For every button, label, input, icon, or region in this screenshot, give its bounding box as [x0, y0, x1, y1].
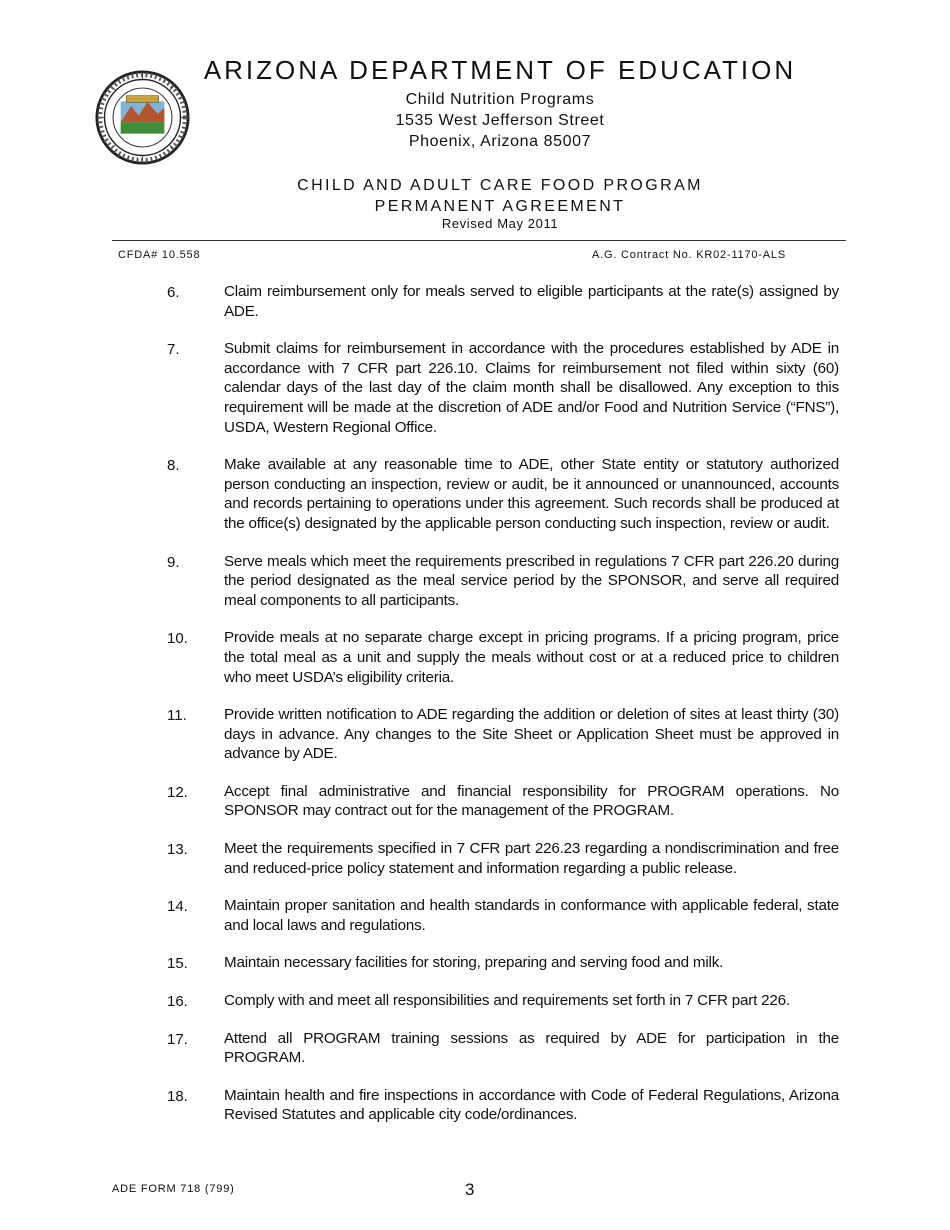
division-name: Child Nutrition Programs [405, 91, 595, 108]
list-item [0, 339, 950, 437]
street-address: 1535 West Jefferson Street [395, 112, 605, 129]
list-item [0, 1086, 950, 1125]
list-item [0, 896, 950, 935]
item-text: Provide written notification to ADE regarding the addition or deletion of sites at least thirty (30) days in advance. Any changes to the Site Sheet or Application Sheet must be approved in advance by ADE. [224, 706, 839, 763]
item-number: 8. [167, 457, 180, 475]
item-number: 15. [167, 955, 188, 973]
city-address: Phoenix, Arizona 85007 [408, 133, 592, 150]
item-text: Maintain necessary facilities for storing, preparing and serving food and milk. [224, 954, 724, 972]
item-number: 11. [167, 707, 187, 725]
list-item [0, 705, 950, 764]
item-number: 9. [167, 553, 180, 571]
form-identifier: ADE FORM 718 (799) [112, 1183, 235, 1195]
list-item [0, 1029, 950, 1068]
list-item [0, 455, 950, 533]
item-number: 16. [167, 993, 188, 1011]
list-item [0, 628, 950, 687]
list-item [0, 782, 950, 821]
agency-title: ARIZONA DEPARTMENT OF EDUCATION [203, 55, 797, 85]
item-number: 17. [167, 1030, 188, 1048]
item-text: Comply with and meet all responsibilities and requirements set forth in 7 CFR part 226. [224, 992, 790, 1010]
page-number: 3 [465, 1180, 475, 1199]
revision-date: Revised May 2011 [441, 216, 559, 231]
item-text: Maintain proper sanitation and health standards in conformance with applicable federal, state and local laws and regulations. [224, 897, 839, 934]
cfda-number: CFDA# 10.558 [118, 249, 201, 261]
item-text: Make available at any reasonable time to ADE, other State entity or statutory authorized person conducting an inspection, review or audit, be it announced or unannounced, accounts and records pertaining to operations under this agreement. Such records shall be produced at the office(s) designated by the applicable person conducting such inspection, review or audit. [224, 456, 839, 532]
item-number: 6. [167, 284, 180, 301]
item-number: 13. [167, 841, 188, 859]
item-text: Serve meals which meet the requirements prescribed in regulations 7 CFR part 226.20 during the period designated as the meal service period by the SPONSOR, and serve all required meal components to all participants. [224, 552, 839, 609]
item-number: 14. [167, 898, 188, 916]
item-text: Attend all PROGRAM training sessions as required by ADE for participation in the PROGRAM. [224, 1029, 839, 1067]
list-item [0, 282, 950, 321]
agreement-items-list [0, 282, 950, 1143]
program-title: CHILD AND ADULT CARE FOOD PROGRAM [297, 177, 703, 194]
item-number: 18. [167, 1087, 188, 1105]
item-number: 12. [167, 783, 188, 801]
list-item [0, 953, 950, 973]
item-number: 10. [167, 630, 188, 648]
state-seal-icon [95, 70, 190, 165]
item-text: Claim reimbursement only for meals served to eligible participants at the rate(s) assigned by ADE. [224, 283, 839, 320]
item-number: 7. [167, 341, 180, 359]
list-item [0, 552, 950, 611]
item-text: Meet the requirements specified in 7 CFR part 226.23 regarding a nondiscrimination and free and reduced-price policy statement and information regarding a public release. [224, 840, 839, 877]
list-item [0, 991, 950, 1011]
header-divider [112, 240, 846, 241]
agreement-title: PERMANENT AGREEMENT [374, 198, 626, 215]
item-text: Provide meals at no separate charge except in pricing programs. If a pricing program, price the total meal as a unit and supply the meals without cost or at a reduced price to children who meet USDA’s eligibility criteria. [224, 629, 839, 686]
item-text: Submit claims for reimbursement in accordance with the procedures established by ADE in accordance with 7 CFR part 226.10. Claims for reimbursement not filed within sixty (60) calendar days of the last day of the claim month shall be disallowed. Any exception to this requirement will be made at the discretion of ADE and/or Food and Nutrition Service (“FNS”), USDA, Western Regional Office. [224, 340, 839, 436]
item-text: Maintain health and fire inspections in accordance with Code of Federal Regulations, Arizona Revised Statutes and applicable city code/ordinances. [224, 1086, 839, 1124]
list-item [0, 839, 950, 878]
item-text: Accept final administrative and financial responsibility for PROGRAM operations. No SPONSOR may contract out for the management of the PROGRAM. [224, 782, 839, 820]
contract-number: A.G. Contract No. KR02-1170-ALS [592, 249, 786, 261]
